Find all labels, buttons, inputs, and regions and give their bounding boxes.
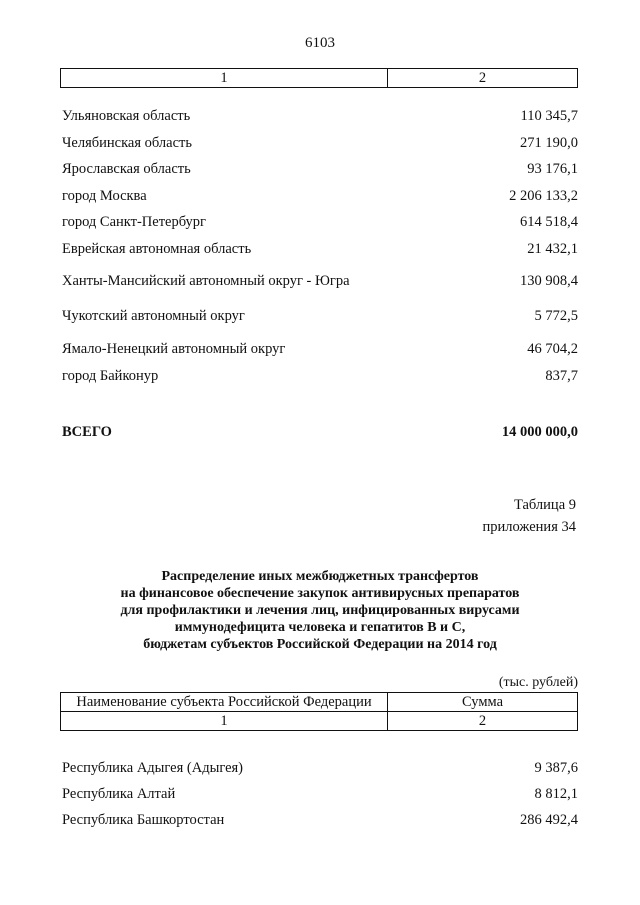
region-name: Республика Башкортостан: [62, 812, 225, 828]
units-label: (тыс. рублей): [498, 675, 578, 690]
table-row: [62, 241, 578, 261]
header-sum: Сумма: [388, 693, 578, 712]
document-title: [40, 568, 600, 653]
column-number-2: 2: [388, 69, 578, 88]
table-row: [62, 161, 578, 181]
region-value: 8 812,1: [534, 786, 578, 802]
appendix-number: приложения 34: [482, 519, 576, 535]
table-row: [62, 341, 578, 361]
region-value: 5 772,5: [534, 308, 578, 324]
region-name: Ямало-Ненецкий автономный округ: [62, 341, 286, 357]
region-value: 9 387,6: [534, 760, 578, 776]
region-name: Республика Алтай: [62, 786, 176, 802]
page-number: 6103: [305, 35, 335, 51]
table-row: [62, 308, 578, 328]
table-row: [62, 108, 578, 128]
region-name: Ханты-Мансийский автономный округ - Югра: [62, 273, 350, 289]
title-line: на финансовое обеспечение закупок антивирусных препаратов: [120, 586, 520, 601]
region-name: Республика Адыгея (Адыгея): [62, 760, 244, 776]
table-row: [62, 760, 578, 780]
table-row: [62, 273, 578, 293]
total-label: ВСЕГО: [62, 424, 112, 440]
region-value: 46 704,2: [527, 341, 578, 357]
column-number-1: 1: [61, 712, 388, 731]
table-row: [62, 368, 578, 388]
region-value: 2 206 133,2: [509, 188, 578, 204]
region-value: 837,7: [545, 368, 578, 384]
table-row: [62, 214, 578, 234]
region-value: 93 176,1: [527, 161, 578, 177]
table-row: [62, 135, 578, 155]
title-line: Распределение иных межбюджетных трансфертов: [161, 569, 479, 584]
region-name: Ярославская область: [62, 161, 191, 177]
region-value: 271 190,0: [520, 135, 578, 151]
region-name: Еврейская автономная область: [62, 241, 252, 257]
total-value: 14 000 000,0: [501, 424, 578, 440]
region-name: Чукотский автономный округ: [62, 308, 245, 324]
region-value: 130 908,4: [520, 273, 578, 289]
region-name: город Москва: [62, 188, 147, 204]
title-line: иммунодефицита человека и гепатитов В и С,: [174, 620, 466, 635]
title-line: для профилактики и лечения лиц, инфицированных вирусами: [120, 603, 520, 618]
region-name: Ульяновская область: [62, 108, 191, 124]
table-row: [62, 786, 578, 806]
column-number-2: 2: [388, 712, 578, 731]
table-reference: [483, 494, 576, 538]
distribution-table-header: [60, 692, 578, 731]
header-region-name: Наименование субъекта Российской Федерации: [61, 693, 388, 712]
region-value: 286 492,4: [520, 812, 578, 828]
region-name: город Санкт-Петербург: [62, 214, 207, 230]
region-name: город Байконур: [62, 368, 159, 384]
table-row: [62, 188, 578, 208]
region-value: 614 518,4: [520, 214, 578, 230]
total-row: [62, 424, 578, 444]
region-value: 21 432,1: [527, 241, 578, 257]
title-line: бюджетам субъектов Российской Федерации на 2014 год: [143, 637, 497, 652]
region-value: 110 345,7: [520, 108, 578, 124]
region-name: Челябинская область: [62, 135, 192, 151]
column-number-table: [60, 68, 578, 88]
table-number: Таблица 9: [513, 497, 576, 513]
table-row: [62, 812, 578, 832]
column-number-1: 1: [61, 69, 388, 88]
